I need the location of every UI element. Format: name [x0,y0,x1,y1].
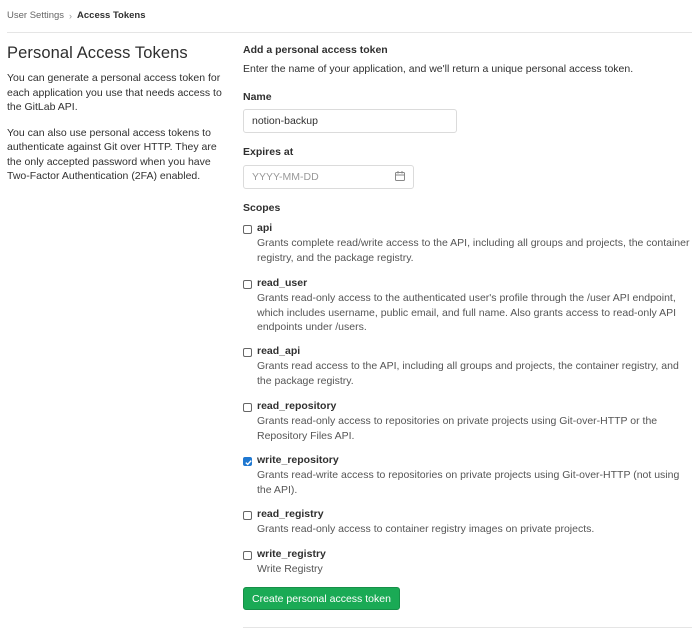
breadcrumb-user-settings-link[interactable]: User Settings [7,10,65,21]
scope-read-registry-description: Grants read-only access to container registry images on private projects. [257,523,595,535]
scope-read-api-name[interactable]: read_api [257,345,301,357]
scope-read-repository-checkbox[interactable] [243,403,252,412]
breadcrumb-current: Access Tokens [77,10,146,21]
breadcrumb-separator-icon: › [69,10,73,21]
scope-read-user [243,277,693,332]
expires-label: Expires at [243,146,294,158]
form-heading: Add a personal access token [243,44,388,56]
scope-read-user-checkbox[interactable] [243,280,252,289]
scope-read-repository-description: Grants read-only access to repositories on private projects using Git-over-HTTP or the Repository Files API. [257,415,658,442]
scope-read-api [243,345,693,385]
scope-read-api-description: Grants read access to the API, including all groups and projects, the container registry, and the package registry. [257,360,679,387]
scope-write-repository-checkbox[interactable] [243,457,252,466]
scope-read-registry-checkbox[interactable] [243,511,252,520]
create-token-button[interactable]: Create personal access token [243,587,400,610]
expires-placeholder: YYYY-MM-DD [252,171,319,183]
scope-write-repository-name[interactable]: write_repository [257,454,339,466]
calendar-icon[interactable] [395,171,405,184]
scopes-label: Scopes [243,202,281,214]
scope-api-description: Grants complete read/write access to the API, including all groups and projects, the container registry, and the package registry. [257,237,690,264]
scope-write-registry-name[interactable]: write_registry [257,548,326,560]
expires-input[interactable] [243,165,414,189]
header-divider [7,32,692,33]
scope-write-repository [243,454,693,494]
scope-write-repository-description: Grants read-write access to repositories on private projects using Git-over-HTTP (not using the API). [257,469,680,496]
scope-read-api-checkbox[interactable] [243,348,252,357]
footer-divider [243,627,692,628]
scope-api-name[interactable]: api [257,222,273,234]
form-description: Enter the name of your application, and we'll return a unique personal access token. [243,63,634,75]
page-title: Personal Access Tokens [7,44,188,62]
scope-read-registry [243,508,693,536]
scope-write-registry [243,548,693,576]
scope-read-repository [243,400,693,440]
intro-paragraph-2: You can also use personal access tokens to authenticate against Git over HTTP. They are the only accepted password when you have Two-Factor Authentication (2FA) enabled. [7,126,217,182]
name-input[interactable]: notion-backup [243,109,457,133]
intro-paragraph-1: You can generate a personal access token for each application you use that needs access to the GitLab API. [7,72,222,113]
intro-panel [7,44,225,195]
name-label: Name [243,91,272,103]
breadcrumb [7,10,146,21]
checkmark-icon [244,458,253,467]
scope-read-user-description: Grants read-only access to the authenticated user's profile through the /user API endpoint, which includes username, public email, and full name. Also grants access to read-only API endpoints under /users. [257,292,677,333]
scope-read-registry-name[interactable]: read_registry [257,508,324,520]
scope-write-registry-description: Write Registry [257,563,323,575]
scope-read-user-name[interactable]: read_user [257,277,308,289]
scope-api [243,222,693,262]
scope-read-repository-name[interactable]: read_repository [257,400,337,412]
scope-api-checkbox[interactable] [243,225,252,234]
token-form [243,44,693,634]
scope-write-registry-checkbox[interactable] [243,551,252,560]
